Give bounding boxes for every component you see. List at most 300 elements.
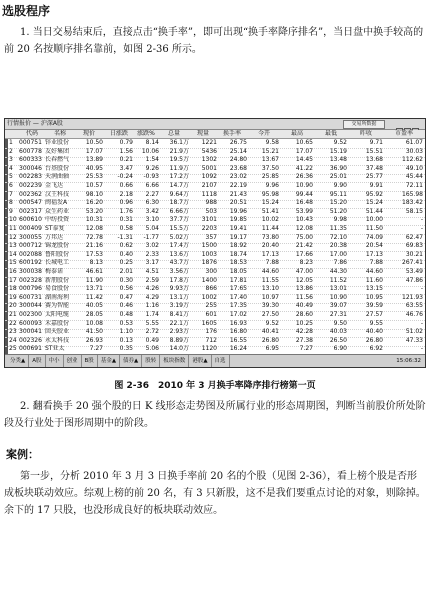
table-cell: 回天胶业: [45, 328, 70, 336]
table-cell: 13.6万: [169, 250, 189, 258]
table-cell: 16.20: [85, 199, 103, 207]
table-cell: 25.14: [229, 147, 247, 155]
status-tab[interactable]: 港股▲: [189, 355, 211, 367]
table-cell: 万邦达: [45, 233, 64, 241]
table-cell: 11.44: [261, 225, 279, 232]
table-cell: 40.41: [261, 328, 279, 336]
table-cell: 金飞达: [45, 182, 64, 189]
table-cell: 26.80: [261, 336, 279, 344]
table-cell: 61.07: [405, 139, 423, 146]
table-cell: 6.30: [145, 199, 159, 207]
table-cell: 0.21: [119, 156, 133, 164]
table-cell: 30.21: [405, 250, 423, 258]
table-cell: 503: [205, 207, 217, 215]
table-cell: 3.47: [119, 164, 133, 172]
table-cell: 16.55: [229, 336, 247, 344]
table-cell: -1.77: [143, 233, 159, 241]
table-cell: 600093: [19, 319, 42, 327]
table-cell: 22.1万: [169, 319, 189, 327]
table-cell: 72.11: [405, 182, 423, 189]
column-header[interactable]: 换手率: [222, 130, 241, 137]
table-cell: 002300: [19, 311, 42, 318]
table-cell: 24: [9, 336, 17, 344]
table-cell: 99.44: [295, 190, 313, 198]
case-label: 案例：: [6, 448, 39, 461]
table-cell: 1002: [201, 293, 217, 301]
table-cell: 17.07: [295, 147, 313, 155]
status-tab[interactable]: 分类▲: [7, 355, 29, 367]
table-cell: 1: [9, 139, 13, 146]
column-header[interactable]: 最低: [324, 130, 337, 137]
figure-caption: 图 2-36 2010 年 3 月换手率降序排行榜第一页: [114, 381, 316, 391]
table-cell: 13.89: [85, 156, 103, 164]
table-cell: 19.17: [229, 233, 247, 241]
table-cell: 15.19: [329, 147, 347, 155]
table-cell: 300046: [19, 164, 42, 172]
table-cell: 112.62: [402, 156, 423, 164]
table-cell: 21.42: [295, 242, 313, 250]
table-cell: 12: [9, 233, 17, 241]
table-cell: 16.48: [295, 199, 313, 207]
status-tab[interactable]: 基金▲: [98, 355, 120, 367]
table-cell: 17.00: [329, 250, 347, 258]
table-cell: 37.7万: [169, 216, 189, 224]
table-cell: 300041: [19, 328, 42, 336]
table-cell: 2: [9, 147, 13, 155]
table-cell: 10.25: [295, 319, 313, 327]
table-cell: 53.20: [85, 207, 103, 215]
table-cell: 1605: [201, 319, 217, 327]
table-cell: 10: [9, 216, 17, 224]
table-cell: 13.15: [365, 285, 383, 293]
status-bar: [5, 354, 425, 367]
window-titlebar: [5, 119, 425, 130]
table-cell: 10.90: [295, 182, 313, 189]
table-cell: 53.49: [405, 268, 423, 275]
table-cell: 40.40: [365, 328, 383, 336]
table-cell: 18.7万: [169, 199, 189, 207]
table-cell: 9.93万: [169, 285, 189, 293]
table-cell: 17.35: [229, 302, 247, 310]
table-cell: 3.10: [145, 216, 159, 224]
table-cell: 8.14: [145, 139, 159, 146]
table-cell: 0.58: [119, 225, 133, 232]
table-cell: 19.41: [229, 225, 247, 232]
table-cell: 12.08: [295, 225, 313, 232]
table-cell: 11.42: [85, 293, 103, 301]
table-cell: 51.20: [329, 207, 347, 215]
table-cell: 锦龙股份: [45, 242, 70, 250]
table-cell: 121.93: [402, 293, 423, 301]
table-cell: 14: [9, 250, 17, 258]
section-title: 选股程序: [2, 4, 51, 18]
paragraph-2: 2. 翻看换手 20 强个股的日 K 线形态走势图及所属行业的形态周期图，判断当前股价所处阶段及行业处于图形周期中的阶段。: [4, 401, 426, 429]
table-cell: 000409: [19, 225, 42, 232]
table-cell: 27.38: [295, 336, 313, 344]
table-cell: ST泰复: [45, 225, 65, 232]
table-cell: 5436: [201, 147, 217, 155]
table-cell: 15: [9, 259, 17, 267]
table-cell: 18: [9, 285, 17, 293]
table-cell: 7.88: [265, 259, 279, 267]
table-cell: 永太科技: [45, 336, 70, 344]
table-cell: 27.31: [329, 311, 347, 318]
table-cell: 600610: [19, 216, 42, 224]
table-cell: 712: [205, 336, 217, 344]
table-cell: 7.27: [89, 345, 103, 353]
table-cell: 601: [205, 311, 217, 318]
table-cell: 2.18: [119, 190, 133, 198]
table-cell: 27.50: [261, 311, 279, 318]
table-cell: 28.05: [85, 311, 103, 318]
table-cell: 13: [9, 242, 17, 250]
table-cell: 0.30: [119, 276, 133, 284]
table-cell: 95.92: [365, 190, 383, 198]
table-cell: 600731: [19, 293, 42, 301]
table-cell: 友好集团: [45, 147, 70, 155]
table-cell: 0.96: [119, 199, 133, 207]
table-cell: 002239: [19, 182, 42, 189]
table-cell: 53.99: [295, 207, 313, 215]
status-tab[interactable]: 自选: [212, 355, 230, 367]
table-cell: 15.51: [365, 147, 383, 155]
table-cell: 12.08: [85, 225, 103, 232]
table-cell: 5001: [201, 164, 217, 172]
status-tab[interactable]: 中小: [46, 355, 64, 367]
table-cell: 1302: [201, 156, 217, 164]
table-cell: 2.33: [145, 250, 159, 258]
table-cell: 3: [9, 156, 13, 164]
table-cell: 28.60: [295, 311, 313, 318]
table-cell: 26.93: [85, 336, 103, 344]
table-cell: 23.02: [229, 173, 247, 181]
table-cell: 8.23: [299, 259, 313, 267]
table-cell: 天润曲轴: [45, 173, 70, 181]
table-cell: 台基股份: [45, 164, 70, 172]
table-cell: 39.59: [365, 302, 383, 310]
table-header: [5, 130, 425, 139]
table-cell: 23.68: [229, 164, 247, 172]
stock-screenshot: [4, 118, 426, 368]
column-header[interactable]: 总量: [167, 130, 180, 137]
table-cell: 6: [9, 182, 13, 189]
table-cell: 15.5万: [169, 225, 189, 232]
table-cell: 新朋股份: [45, 276, 70, 284]
table-cell: 19.96: [229, 207, 247, 215]
table-cell: 0.56: [119, 285, 133, 293]
table-cell: 11.52: [329, 276, 347, 284]
table-cell: 10.08: [85, 319, 103, 327]
table-cell: 47.33: [405, 336, 423, 344]
table-cell: 3101: [201, 216, 217, 224]
table-cell: 300044: [19, 302, 42, 310]
table-cell: 26.75: [229, 139, 247, 146]
table-cell: 10.06: [141, 147, 159, 155]
table-cell: 6.95: [265, 345, 279, 353]
column-header[interactable]: 现量: [196, 130, 209, 137]
column-header[interactable]: 涨跌%: [137, 130, 155, 137]
table-cell: 赛为智能: [45, 302, 70, 310]
table-cell: 9.26: [145, 164, 159, 172]
status-tab[interactable]: 股转: [142, 355, 160, 367]
table-cell: 000712: [19, 242, 42, 250]
table-cell: 5.06: [145, 345, 159, 353]
table-cell: 72.78: [85, 233, 103, 241]
table-cell: 176: [205, 328, 217, 336]
table-cell: 2.27: [145, 190, 159, 198]
table-cell: 000796: [19, 285, 42, 293]
table-cell: 4: [9, 164, 13, 172]
table-cell: 13.10: [261, 285, 279, 293]
table-cell: 17: [9, 276, 17, 284]
table-cell: 17.81: [229, 276, 247, 284]
table-cell: 易食股份: [45, 285, 70, 293]
table-cell: 6.90: [333, 345, 347, 353]
table-cell: 9.52: [333, 139, 347, 146]
table-cell: 2.59: [145, 276, 159, 284]
table-cell: 2.72: [145, 328, 159, 336]
table-cell: 11.55: [261, 276, 279, 284]
table-cell: 002326: [19, 336, 42, 344]
table-cell: 20: [9, 302, 17, 310]
table-cell: 0.66: [119, 182, 133, 189]
column-header[interactable]: 最高: [290, 130, 303, 137]
status-tab[interactable]: 板块指数: [160, 355, 189, 367]
table-cell: 300: [205, 268, 217, 275]
table-cell: 1.74: [145, 311, 159, 318]
table-cell: 9.96: [265, 182, 279, 189]
table-cell: 000751: [19, 139, 42, 146]
table-cell: 9.90: [333, 182, 347, 189]
table-cell: 18.05: [229, 268, 247, 275]
table-cell: 23: [9, 328, 17, 336]
table-cell: 1.56: [119, 147, 133, 155]
table-cell: 6.66万: [169, 207, 189, 215]
table-cell: 25.01: [329, 173, 347, 181]
status-tab[interactable]: 债券▲: [120, 355, 142, 367]
status-tab[interactable]: B股: [82, 355, 98, 367]
table-cell: 8.89万: [169, 336, 189, 344]
table-cell: 11.9万: [169, 164, 189, 172]
table-cell: 1003: [201, 250, 217, 258]
table-cell: 5.02万: [169, 233, 189, 241]
table-cell: 51.02: [405, 328, 423, 336]
table-cell: 16.24: [229, 345, 247, 353]
table-cell: -: [420, 216, 423, 224]
window-title: 行情报价 — 沪深A股: [7, 120, 63, 127]
table-cell: 16.93: [229, 319, 247, 327]
window-box[interactable]: 交易所数据: [343, 120, 385, 129]
table-cell: 47.86: [405, 276, 423, 284]
table-cell: 中纺投资: [45, 216, 70, 224]
table-cell: 600778: [19, 147, 42, 155]
table-cell: 46.76: [405, 311, 423, 318]
table-cell: 13.48: [329, 156, 347, 164]
table-cell: 267.41: [402, 259, 423, 267]
table-cell: 4.51: [145, 268, 159, 275]
table-cell: 25.85: [261, 173, 279, 181]
table-cell: 4.29: [145, 293, 159, 301]
table-cell: 000691: [19, 345, 42, 353]
table-cell: 3.17: [145, 259, 159, 267]
column-header[interactable]: 名称: [53, 130, 66, 137]
table-cell: 汉王科技: [45, 190, 70, 198]
table-cell: 73.80: [261, 233, 279, 241]
table-cell: 18.92: [229, 242, 247, 250]
status-tab[interactable]: 创业: [64, 355, 82, 367]
table-cell: 44.30: [329, 268, 347, 275]
table-cell: 10.00: [365, 216, 383, 224]
table-cell: 49.10: [405, 164, 423, 172]
table-cell: 13.71: [85, 285, 103, 293]
table-cell: 11.35: [329, 225, 347, 232]
table-cell: 37.50: [261, 164, 279, 172]
table-cell: 19.5万: [169, 156, 189, 164]
table-cell: 002317: [19, 207, 42, 215]
table-cell: -1.31: [117, 233, 133, 241]
table-cell: 0.25: [119, 259, 133, 267]
table-cell: 11: [9, 225, 17, 232]
table-cell: 3.02: [145, 242, 159, 250]
table-cell: 25: [9, 345, 17, 353]
table-cell: 5.04: [145, 225, 159, 232]
table-cell: 8.13: [89, 259, 103, 267]
status-tab[interactable]: A股: [29, 355, 45, 367]
table-cell: 62.47: [405, 233, 423, 241]
table-cell: -: [420, 225, 423, 232]
table-cell: 1.16: [145, 302, 159, 310]
table-cell: 15.21: [261, 147, 279, 155]
table-cell: ST亚太: [45, 345, 65, 353]
column-header[interactable]: 昨收: [359, 130, 372, 137]
table-cell: 1500: [201, 242, 217, 250]
table-cell: 4.26: [145, 285, 159, 293]
table-cell: 300055: [19, 233, 42, 241]
table-cell: 002362: [19, 190, 42, 198]
table-cell: 72.10: [329, 233, 347, 241]
table-cell: 9.52: [265, 319, 279, 327]
column-header[interactable]: 代码: [25, 130, 38, 137]
table-cell: 9.98: [333, 216, 347, 224]
column-header[interactable]: 现价: [82, 130, 95, 137]
table-cell: 39.30: [261, 302, 279, 310]
table-cell: 51.44: [365, 207, 383, 215]
table-cell: 11.56: [295, 293, 313, 301]
table-cell: 0.53: [119, 319, 133, 327]
table-cell: 10.90: [329, 293, 347, 301]
table-cell: 40.49: [295, 302, 313, 310]
table-cell: 禾嘉股份: [45, 319, 70, 327]
table-cell: 0.13: [119, 336, 133, 344]
table-cell: 8.41万: [169, 311, 189, 318]
table-cell: 梅泰诺: [45, 268, 64, 275]
table-cell: 255: [205, 302, 217, 310]
table-cell: 41.50: [85, 328, 103, 336]
table-cell: 9: [9, 207, 13, 215]
table-cell: -: [420, 285, 423, 293]
table-cell: 1876: [201, 259, 217, 267]
column-header[interactable]: 今开: [257, 130, 270, 137]
paragraph-1: 1. 当日交易结束后，直接点击“换手率”，即可出现“换手率降序排名”，当日盘中换手较高的前 20 名按顺序排名靠前，如图 2-36 所示。: [4, 27, 424, 55]
table-cell: 3.56万: [169, 268, 189, 275]
table-cell: 15.24: [261, 199, 279, 207]
table-cell: 21.43: [229, 190, 247, 198]
table-cell: 26.50: [329, 336, 347, 344]
table-cell: 988: [205, 199, 217, 207]
table-cell: 75.00: [295, 233, 313, 241]
table-cell: 11.60: [365, 276, 383, 284]
table-cell: 17.40: [229, 293, 247, 301]
table-cell: 0.47: [119, 293, 133, 301]
paragraph-3: 第一步，分析 2010 年 3 月 3 日换手率前 20 名的个股（见图 2-36），看上榜个股是否形成板块联动效应。综观上榜的前 20 名，有 3 只新股，这不是我们要重点讨论的对象，则除掉。余下的 17 只股，也没形成良好的板块联动效应。: [4, 471, 426, 516]
table-cell: 7.27: [299, 345, 313, 353]
table-cell: 44.60: [261, 268, 279, 275]
table-cell: 25.77: [365, 173, 383, 181]
table-cell: 44.60: [365, 268, 383, 275]
table-cell: 1221: [201, 139, 217, 146]
table-cell: 22: [9, 319, 17, 327]
table-cell: 闽福发A: [45, 199, 68, 207]
table-cell: 40.03: [329, 328, 347, 336]
table-cell: 锌业股份: [45, 139, 70, 146]
quote-table: [5, 130, 425, 354]
table-cell: 16.80: [229, 328, 247, 336]
table-cell: 太阳电缆: [45, 311, 70, 318]
table-cell: 36.1万: [169, 139, 189, 146]
table-cell: 0.35: [119, 345, 133, 353]
table-cell: 10.43: [295, 216, 313, 224]
table-cell: 21.16: [85, 242, 103, 250]
table-cell: 14.0万: [169, 345, 189, 353]
table-cell: -0.24: [117, 173, 133, 181]
table-cell: 74.09: [365, 233, 383, 241]
table-cell: 13.68: [365, 156, 383, 164]
table-cell: 2.93万: [169, 328, 189, 336]
table-cell: 30.03: [405, 147, 423, 155]
table-cell: 15.20: [329, 199, 347, 207]
table-cell: 众生药业: [45, 207, 70, 215]
table-cell: 69.83: [405, 242, 423, 250]
table-cell: 17.13: [365, 250, 383, 258]
table-cell: 002088: [19, 250, 42, 258]
table-cell: 25.53: [85, 173, 103, 181]
column-header[interactable]: 日涨跌: [109, 130, 128, 137]
table-cell: 17.53: [85, 250, 103, 258]
table-cell: 1.76: [119, 207, 133, 215]
table-cell: 11.50: [365, 225, 383, 232]
table-cell: 1118: [201, 190, 217, 198]
table-cell: 鲁阳股份: [45, 250, 70, 258]
status-clock: 15:06:32: [396, 358, 421, 364]
column-header[interactable]: 市盈率: [394, 130, 413, 137]
table-cell: 24.80: [229, 156, 247, 164]
table-cell: 7: [9, 190, 13, 198]
table-cell: 9.58: [265, 139, 279, 146]
table-cell: 1092: [201, 173, 217, 181]
table-cell: 10.95: [365, 293, 383, 301]
table-cell: 17.66: [295, 250, 313, 258]
table-cell: 7.86: [333, 259, 347, 267]
table-cell: 27.57: [365, 311, 383, 318]
table-cell: 000547: [19, 199, 42, 207]
table-cell: 95.98: [261, 190, 279, 198]
table-cell: 17.2万: [169, 173, 189, 181]
table-cell: 长春燃气: [45, 156, 70, 164]
table-cell: 357: [205, 233, 217, 241]
table-cell: 5.55: [145, 319, 159, 327]
table-cell: 0.49: [145, 336, 159, 344]
table-cell: 51.41: [261, 207, 279, 215]
